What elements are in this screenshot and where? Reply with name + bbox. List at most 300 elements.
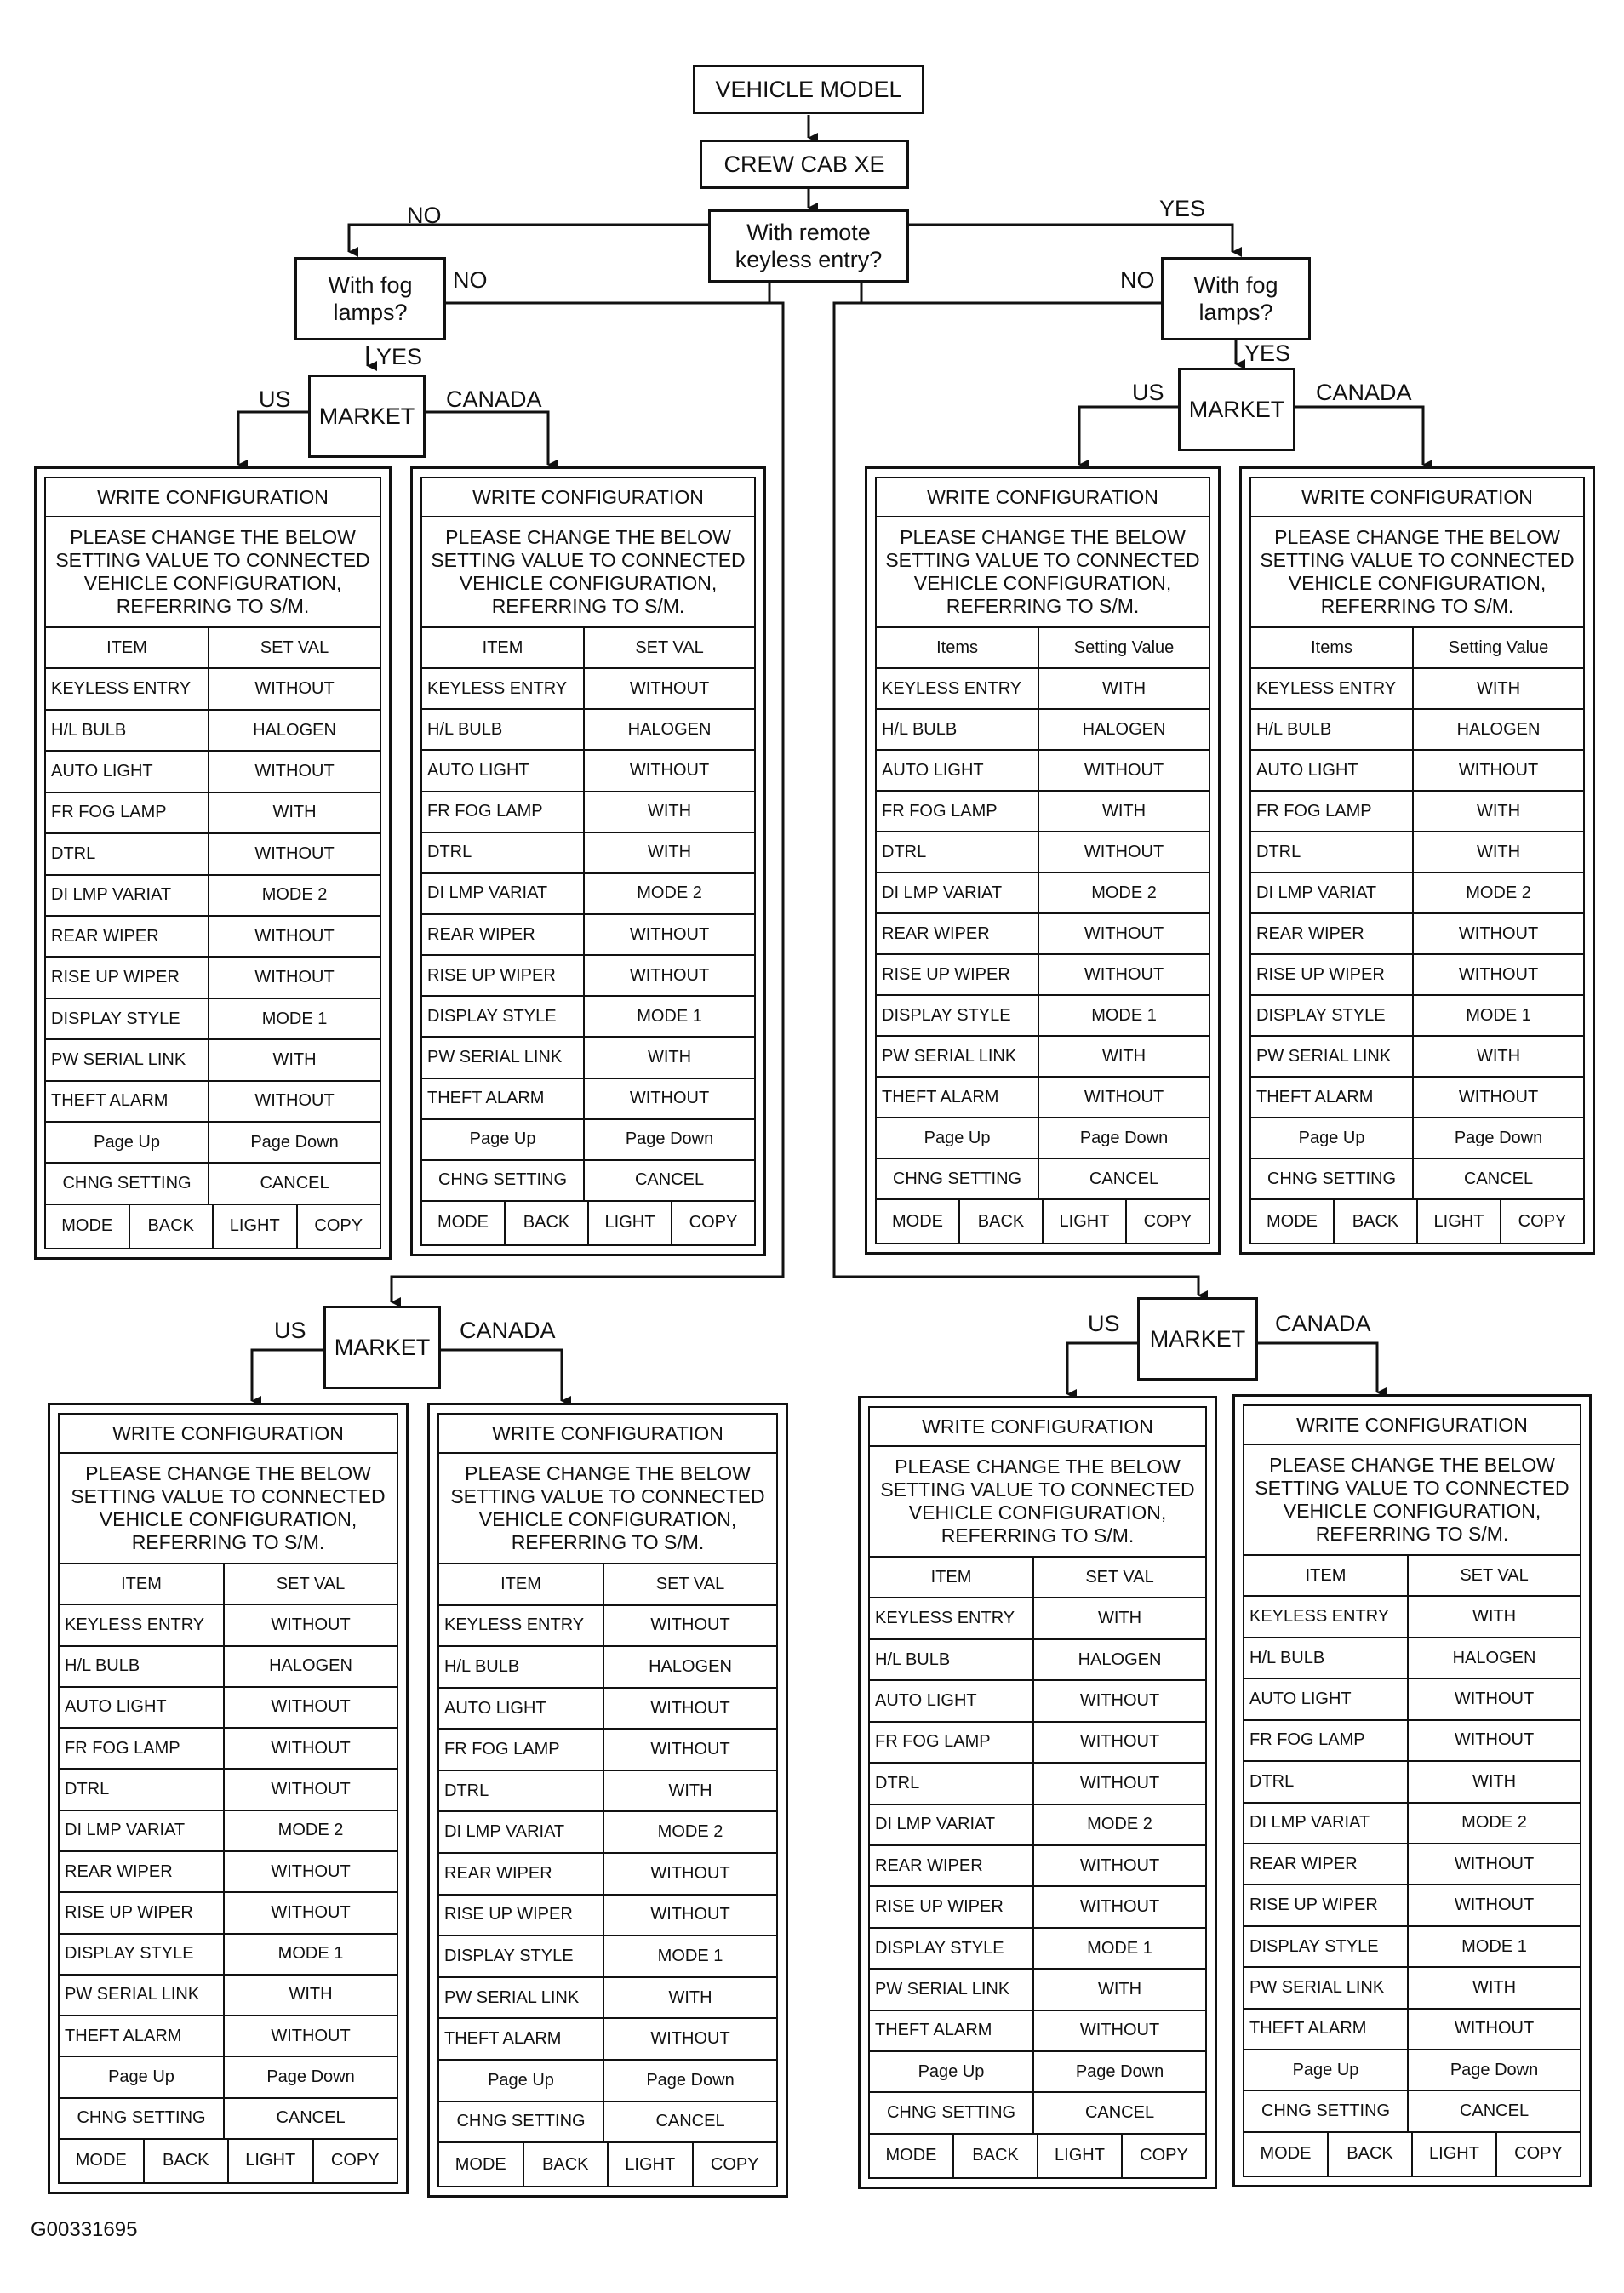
setting-item-name: H/L BULB bbox=[422, 710, 585, 749]
setting-item-name: DTRL bbox=[439, 1771, 604, 1811]
panel-frame bbox=[1243, 1404, 1581, 2177]
setting-item-name: H/L BULB bbox=[439, 1647, 604, 1687]
page-up-button[interactable]: Page Up bbox=[1251, 1118, 1414, 1158]
setting-row[interactable] bbox=[1251, 792, 1583, 832]
setting-row[interactable] bbox=[439, 1771, 776, 1813]
setting-item-name: DI LMP VARIAT bbox=[1244, 1804, 1409, 1843]
panel-message bbox=[870, 1447, 1205, 1558]
setting-row[interactable] bbox=[46, 1040, 380, 1081]
page-down-button[interactable]: Page Down bbox=[1450, 2060, 1539, 2079]
setting-value: WITHOUT bbox=[629, 760, 710, 780]
panel-message-line: VEHICLE CONFIGURATION, bbox=[913, 572, 1172, 594]
setting-item-name: KEYLESS ENTRY bbox=[46, 669, 209, 708]
setting-row[interactable] bbox=[46, 669, 380, 710]
light-button[interactable]: LIGHT bbox=[1044, 1200, 1127, 1243]
setting-item-name: THEFT ALARM bbox=[60, 2016, 225, 2056]
setting-row[interactable] bbox=[877, 1078, 1209, 1118]
setting-value: WITHOUT bbox=[1454, 1689, 1535, 1708]
setting-value: WITHOUT bbox=[1454, 1896, 1535, 1915]
setting-value: WITHOUT bbox=[629, 1089, 710, 1108]
panel-message-line: VEHICLE CONFIGURATION, bbox=[1288, 572, 1547, 594]
mode-button[interactable]: MODE bbox=[1251, 1200, 1335, 1243]
setting-value: MODE 2 bbox=[1461, 1813, 1527, 1833]
write-configuration-panel-5 bbox=[48, 1403, 409, 2194]
setting-row[interactable] bbox=[1244, 1885, 1580, 1926]
setting-value: WITHOUT bbox=[1454, 1854, 1535, 1873]
left-fog-yes-label: YES bbox=[376, 344, 423, 369]
setting-item-name: KEYLESS ENTRY bbox=[870, 1598, 1034, 1638]
value-column-header: SET VAL bbox=[1460, 1565, 1529, 1585]
setting-row[interactable] bbox=[1251, 832, 1583, 873]
back-button[interactable]: BACK bbox=[1335, 1200, 1418, 1243]
setting-value: MODE 1 bbox=[277, 1944, 344, 1964]
setting-value: WITHOUT bbox=[271, 1780, 351, 1799]
panel-title: WRITE CONFIGURATION bbox=[422, 478, 754, 517]
setting-row[interactable] bbox=[439, 1896, 776, 1937]
left-fog-question-line2: lamps? bbox=[333, 300, 408, 325]
change-setting-button[interactable]: CHNG SETTING bbox=[1251, 1159, 1414, 1198]
setting-item-name: DISPLAY STYLE bbox=[1251, 996, 1414, 1035]
panel-message bbox=[60, 1454, 397, 1564]
right-market-label: MARKET bbox=[1188, 396, 1285, 422]
left-market-box bbox=[308, 375, 426, 458]
cancel-button[interactable]: CANCEL bbox=[1463, 1169, 1534, 1188]
setting-value: WITH bbox=[1477, 842, 1521, 861]
setting-item-name: RISE UP WIPER bbox=[422, 956, 585, 995]
page-up-button[interactable]: Page Up bbox=[60, 2057, 225, 2096]
panel-message-line: PLEASE CHANGE THE BELOW bbox=[895, 1455, 1181, 1478]
setting-item-name: H/L BULB bbox=[870, 1640, 1034, 1679]
setting-row[interactable] bbox=[422, 997, 754, 1038]
setting-row[interactable] bbox=[1244, 1844, 1580, 1885]
lower-right-market-label: MARKET bbox=[1149, 1325, 1246, 1352]
panel-message-line: PLEASE CHANGE THE BELOW bbox=[1274, 526, 1560, 548]
cancel-button[interactable]: CANCEL bbox=[655, 2112, 725, 2131]
panel-header-row bbox=[1244, 1556, 1580, 1597]
left-market-canada-label: CANADA bbox=[446, 386, 542, 412]
setting-row[interactable] bbox=[60, 1647, 397, 1688]
setting-row[interactable] bbox=[877, 914, 1209, 955]
action-row bbox=[1244, 2091, 1580, 2132]
change-setting-button[interactable]: CHNG SETTING bbox=[422, 1161, 585, 1200]
setting-row[interactable] bbox=[1251, 1037, 1583, 1078]
setting-row[interactable] bbox=[1244, 1968, 1580, 2009]
setting-row[interactable] bbox=[422, 956, 754, 997]
cancel-button[interactable]: CANCEL bbox=[260, 1174, 329, 1193]
function-button-row bbox=[439, 2143, 776, 2186]
light-button[interactable]: LIGHT bbox=[609, 2143, 694, 2186]
setting-value: WITHOUT bbox=[271, 1902, 351, 1922]
panel-frame bbox=[875, 477, 1210, 1244]
setting-row[interactable] bbox=[870, 1846, 1205, 1887]
figure-id: G00331695 bbox=[31, 2218, 138, 2241]
setting-value: WITHOUT bbox=[650, 2029, 730, 2049]
paging-row bbox=[60, 2057, 397, 2098]
right-fog-yes-label: YES bbox=[1244, 340, 1291, 366]
setting-row[interactable] bbox=[1244, 1679, 1580, 1720]
light-button[interactable]: LIGHT bbox=[229, 2140, 314, 2182]
panel-header-row bbox=[60, 1564, 397, 1605]
setting-row[interactable] bbox=[870, 1681, 1205, 1722]
setting-value: MODE 1 bbox=[657, 1946, 723, 1965]
setting-row[interactable] bbox=[422, 833, 754, 874]
setting-item-name: FR FOG LAMP bbox=[422, 792, 585, 832]
panel-header-row bbox=[422, 628, 754, 669]
change-setting-button[interactable]: CHNG SETTING bbox=[877, 1159, 1039, 1198]
setting-value: WITH bbox=[1097, 1609, 1142, 1628]
back-button[interactable]: BACK bbox=[1329, 2133, 1413, 2176]
action-row bbox=[1251, 1159, 1583, 1200]
setting-row[interactable] bbox=[422, 1079, 754, 1120]
copy-button[interactable]: COPY bbox=[1518, 1211, 1567, 1231]
mode-button[interactable]: MODE bbox=[60, 2140, 145, 2182]
function-button-row bbox=[60, 2140, 397, 2182]
setting-row[interactable] bbox=[1251, 914, 1583, 955]
setting-value: HALOGEN bbox=[269, 1656, 352, 1676]
setting-value: WITHOUT bbox=[650, 1698, 730, 1718]
setting-row[interactable] bbox=[877, 996, 1209, 1037]
setting-value: MODE 2 bbox=[1466, 883, 1531, 902]
back-button[interactable]: BACK bbox=[524, 2143, 609, 2186]
back-button[interactable]: BACK bbox=[145, 2140, 230, 2182]
setting-row[interactable] bbox=[439, 1730, 776, 1771]
setting-row[interactable] bbox=[46, 793, 380, 834]
setting-item-name: DTRL bbox=[1251, 832, 1414, 872]
change-setting-button[interactable]: CHNG SETTING bbox=[870, 2093, 1034, 2132]
panel-message bbox=[1251, 517, 1583, 628]
setting-row[interactable] bbox=[1251, 710, 1583, 751]
panel-title: WRITE CONFIGURATION bbox=[1251, 478, 1583, 517]
setting-value: WITHOUT bbox=[1458, 923, 1539, 943]
setting-row[interactable] bbox=[1244, 1597, 1580, 1638]
mode-button[interactable]: MODE bbox=[439, 2143, 524, 2186]
page-up-button[interactable]: Page Up bbox=[877, 1118, 1039, 1158]
keyless-decision-box bbox=[708, 209, 909, 283]
panel-header-row bbox=[46, 628, 380, 669]
setting-row[interactable] bbox=[870, 1929, 1205, 1970]
setting-row[interactable] bbox=[46, 752, 380, 792]
panel-title: WRITE CONFIGURATION bbox=[46, 478, 380, 517]
setting-row[interactable] bbox=[60, 1893, 397, 1934]
paging-row bbox=[46, 1123, 380, 1164]
panel-frame bbox=[44, 477, 381, 1249]
setting-item-name: AUTO LIGHT bbox=[46, 752, 209, 791]
setting-value: HALOGEN bbox=[649, 1656, 732, 1676]
mode-button[interactable]: MODE bbox=[46, 1205, 130, 1248]
setting-row[interactable] bbox=[1244, 1927, 1580, 1968]
panel-frame bbox=[1249, 477, 1585, 1244]
setting-row[interactable] bbox=[439, 1689, 776, 1730]
paging-row bbox=[870, 2052, 1205, 2093]
setting-value: MODE 1 bbox=[1087, 1938, 1152, 1958]
page-up-button[interactable]: Page Up bbox=[422, 1120, 585, 1159]
setting-value: WITH bbox=[1477, 801, 1521, 821]
setting-row[interactable] bbox=[1244, 2010, 1580, 2050]
keyless-no-label: NO bbox=[407, 203, 442, 228]
page-down-button[interactable]: Page Down bbox=[250, 1132, 339, 1152]
setting-value: WITHOUT bbox=[1458, 760, 1539, 780]
item-column-header: Items bbox=[877, 628, 1039, 667]
setting-item-name: DISPLAY STYLE bbox=[877, 996, 1039, 1035]
copy-button[interactable]: COPY bbox=[710, 2154, 759, 2174]
setting-row[interactable] bbox=[439, 1812, 776, 1854]
change-setting-button[interactable]: CHNG SETTING bbox=[439, 2102, 604, 2142]
setting-row[interactable] bbox=[877, 955, 1209, 996]
copy-button[interactable]: COPY bbox=[1143, 1211, 1192, 1231]
panel-message-line: REFERRING TO S/M. bbox=[511, 1531, 705, 1553]
setting-item-name: AUTO LIGHT bbox=[422, 751, 585, 790]
setting-row[interactable] bbox=[46, 999, 380, 1040]
panel-message-line: SETTING VALUE TO CONNECTED bbox=[885, 549, 1200, 571]
setting-item-name: FR FOG LAMP bbox=[46, 793, 209, 832]
setting-value: WITH bbox=[1472, 1771, 1517, 1791]
setting-item-name: H/L BULB bbox=[60, 1647, 225, 1686]
page-down-button[interactable]: Page Down bbox=[1454, 1128, 1543, 1147]
panel-header-row bbox=[870, 1558, 1205, 1598]
setting-row[interactable] bbox=[422, 792, 754, 833]
cancel-button[interactable]: CANCEL bbox=[276, 2108, 346, 2128]
page-up-button[interactable]: Page Up bbox=[439, 2061, 604, 2101]
setting-row[interactable] bbox=[439, 1936, 776, 1978]
setting-row[interactable] bbox=[1251, 751, 1583, 792]
panel-message-line: VEHICLE CONFIGURATION, bbox=[99, 1508, 357, 1530]
setting-row[interactable] bbox=[1244, 1762, 1580, 1803]
setting-item-name: AUTO LIGHT bbox=[60, 1688, 225, 1727]
setting-row[interactable] bbox=[877, 873, 1209, 914]
value-column-header: SET VAL bbox=[1085, 1567, 1154, 1587]
value-column-header: SET VAL bbox=[260, 638, 329, 657]
setting-item-name: THEFT ALARM bbox=[1244, 2010, 1409, 2049]
back-button[interactable]: BACK bbox=[506, 1202, 589, 1244]
setting-row[interactable] bbox=[46, 1082, 380, 1123]
panel-message-line: VEHICLE CONFIGURATION, bbox=[478, 1508, 737, 1530]
cancel-button[interactable]: CANCEL bbox=[1089, 1169, 1159, 1188]
light-button[interactable]: LIGHT bbox=[214, 1205, 298, 1248]
copy-button[interactable]: COPY bbox=[1514, 2144, 1563, 2164]
setting-row[interactable] bbox=[870, 1598, 1205, 1639]
setting-row[interactable] bbox=[1251, 996, 1583, 1037]
setting-row[interactable] bbox=[870, 1640, 1205, 1681]
setting-row[interactable] bbox=[60, 1770, 397, 1810]
setting-row[interactable] bbox=[439, 1978, 776, 2020]
setting-item-name: DISPLAY STYLE bbox=[60, 1935, 225, 1974]
setting-item-name: DISPLAY STYLE bbox=[1244, 1927, 1409, 1966]
change-setting-button[interactable]: CHNG SETTING bbox=[1244, 2091, 1409, 2130]
setting-row[interactable] bbox=[422, 751, 754, 792]
setting-row[interactable] bbox=[877, 669, 1209, 710]
setting-item-name: DI LMP VARIAT bbox=[870, 1805, 1034, 1844]
setting-row[interactable] bbox=[60, 1688, 397, 1729]
panel-message bbox=[439, 1454, 776, 1564]
setting-item-name: DI LMP VARIAT bbox=[1251, 873, 1414, 912]
change-setting-button[interactable]: CHNG SETTING bbox=[46, 1164, 209, 1203]
page-up-button[interactable]: Page Up bbox=[870, 2052, 1034, 2091]
setting-row[interactable] bbox=[877, 832, 1209, 873]
panel-header-row bbox=[1251, 628, 1583, 669]
setting-item-name: REAR WIPER bbox=[870, 1846, 1034, 1885]
setting-value: WITH bbox=[648, 802, 692, 821]
page-down-button[interactable]: Page Down bbox=[1075, 2061, 1164, 2081]
mode-button[interactable]: MODE bbox=[877, 1200, 960, 1243]
copy-button[interactable]: COPY bbox=[1140, 2146, 1188, 2165]
setting-item-name: KEYLESS ENTRY bbox=[1251, 669, 1414, 708]
setting-value: WITHOUT bbox=[254, 761, 335, 781]
left-fog-decision-box bbox=[294, 257, 446, 340]
function-button-row bbox=[422, 1202, 754, 1244]
setting-row[interactable] bbox=[870, 2011, 1205, 2052]
setting-item-name: AUTO LIGHT bbox=[877, 751, 1039, 790]
right-fog-decision-box bbox=[1161, 257, 1311, 340]
paging-row bbox=[1244, 2050, 1580, 2091]
setting-row[interactable] bbox=[60, 1935, 397, 1976]
copy-button[interactable]: COPY bbox=[330, 2151, 380, 2170]
setting-item-name: DI LMP VARIAT bbox=[877, 873, 1039, 912]
panel-message-line: REFERRING TO S/M. bbox=[1315, 1523, 1509, 1545]
setting-value: WITHOUT bbox=[1458, 1087, 1539, 1106]
action-row bbox=[439, 2102, 776, 2144]
back-button[interactable]: BACK bbox=[960, 1200, 1044, 1243]
setting-row[interactable] bbox=[1251, 669, 1583, 710]
setting-value: WITHOUT bbox=[254, 926, 335, 946]
setting-value: WITHOUT bbox=[1084, 760, 1164, 780]
setting-row[interactable] bbox=[439, 1647, 776, 1689]
page-down-button[interactable]: Page Down bbox=[1079, 1128, 1169, 1147]
setting-row[interactable] bbox=[422, 915, 754, 956]
action-row bbox=[60, 2099, 397, 2140]
write-configuration-panel-8 bbox=[1232, 1394, 1592, 2187]
setting-row[interactable] bbox=[60, 1605, 397, 1646]
cancel-button[interactable]: CANCEL bbox=[634, 1170, 705, 1190]
light-button[interactable]: LIGHT bbox=[589, 1202, 672, 1244]
setting-row[interactable] bbox=[60, 1976, 397, 2016]
setting-row[interactable] bbox=[60, 1852, 397, 1893]
page-down-button[interactable]: Page Down bbox=[266, 2067, 355, 2087]
page-down-button[interactable]: Page Down bbox=[625, 1129, 714, 1149]
action-row bbox=[422, 1161, 754, 1202]
light-button[interactable]: LIGHT bbox=[1038, 2135, 1123, 2177]
function-button-row bbox=[46, 1205, 380, 1248]
panel-frame bbox=[437, 1413, 778, 2187]
setting-value: HALOGEN bbox=[253, 720, 336, 740]
setting-value: WITHOUT bbox=[629, 924, 710, 944]
setting-row[interactable] bbox=[439, 1854, 776, 1896]
light-button[interactable]: LIGHT bbox=[1418, 1200, 1501, 1243]
setting-row[interactable] bbox=[422, 874, 754, 915]
mode-button[interactable]: MODE bbox=[870, 2135, 954, 2177]
setting-value: WITH bbox=[272, 1049, 317, 1069]
panel-header-row bbox=[439, 1564, 776, 1606]
panel-message-line: PLEASE CHANGE THE BELOW bbox=[70, 526, 356, 548]
write-configuration-panel-1 bbox=[34, 466, 392, 1260]
setting-value: MODE 1 bbox=[1466, 1005, 1531, 1025]
page-up-button[interactable]: Page Up bbox=[46, 1123, 209, 1162]
panel-title: WRITE CONFIGURATION bbox=[439, 1415, 776, 1454]
setting-row[interactable] bbox=[46, 711, 380, 752]
setting-value: WITHOUT bbox=[271, 2026, 351, 2045]
back-button[interactable]: BACK bbox=[130, 1205, 214, 1248]
keyless-yes-label: YES bbox=[1159, 196, 1206, 221]
setting-item-name: RISE UP WIPER bbox=[439, 1896, 604, 1936]
setting-row[interactable] bbox=[877, 710, 1209, 751]
change-setting-button[interactable]: CHNG SETTING bbox=[60, 2099, 225, 2138]
panel-title: WRITE CONFIGURATION bbox=[1244, 1406, 1580, 1445]
setting-row[interactable] bbox=[1244, 1638, 1580, 1679]
setting-row[interactable] bbox=[877, 1037, 1209, 1078]
setting-row[interactable] bbox=[870, 1805, 1205, 1846]
setting-value: WITH bbox=[668, 1781, 712, 1800]
setting-row[interactable] bbox=[1244, 1804, 1580, 1844]
setting-row[interactable] bbox=[1251, 1078, 1583, 1118]
setting-value: WITH bbox=[1102, 678, 1147, 698]
setting-row[interactable] bbox=[877, 792, 1209, 832]
page-down-button[interactable]: Page Down bbox=[646, 2070, 735, 2090]
cancel-button[interactable]: CANCEL bbox=[1459, 2101, 1530, 2121]
setting-row[interactable] bbox=[870, 1723, 1205, 1764]
setting-row[interactable] bbox=[46, 834, 380, 875]
setting-row[interactable] bbox=[60, 1811, 397, 1852]
setting-row[interactable] bbox=[1251, 873, 1583, 914]
panel-message-line: VEHICLE CONFIGURATION, bbox=[459, 572, 718, 594]
cancel-button[interactable]: CANCEL bbox=[1084, 2103, 1155, 2123]
back-button[interactable]: BACK bbox=[954, 2135, 1038, 2177]
copy-button[interactable]: COPY bbox=[314, 1216, 363, 1236]
setting-row[interactable] bbox=[60, 1729, 397, 1770]
function-button-row bbox=[870, 2135, 1205, 2177]
mode-button[interactable]: MODE bbox=[1244, 2133, 1329, 2176]
setting-item-name: REAR WIPER bbox=[1244, 1844, 1409, 1884]
setting-row[interactable] bbox=[422, 1038, 754, 1078]
page-up-button[interactable]: Page Up bbox=[1244, 2050, 1409, 2090]
setting-value: MODE 1 bbox=[1461, 1936, 1527, 1956]
right-market-us-label: US bbox=[1132, 380, 1164, 405]
function-button-row bbox=[1244, 2133, 1580, 2176]
setting-row[interactable] bbox=[1251, 955, 1583, 996]
setting-item-name: PW SERIAL LINK bbox=[1251, 1037, 1414, 1076]
left-fog-no-label: NO bbox=[453, 267, 488, 293]
mode-button[interactable]: MODE bbox=[422, 1202, 506, 1244]
setting-item-name: PW SERIAL LINK bbox=[422, 1038, 585, 1077]
setting-row[interactable] bbox=[46, 876, 380, 917]
setting-item-name: DI LMP VARIAT bbox=[422, 874, 585, 913]
setting-row[interactable] bbox=[870, 1887, 1205, 1928]
setting-row[interactable] bbox=[439, 2019, 776, 2061]
setting-row[interactable] bbox=[422, 710, 754, 751]
panel-title: WRITE CONFIGURATION bbox=[60, 1415, 397, 1454]
setting-row[interactable] bbox=[60, 2016, 397, 2057]
vehicle-model-label: VEHICLE MODEL bbox=[715, 76, 902, 102]
setting-row[interactable] bbox=[439, 1606, 776, 1648]
setting-item-name: RISE UP WIPER bbox=[870, 1887, 1034, 1926]
setting-row[interactable] bbox=[422, 669, 754, 710]
setting-value: WITH bbox=[648, 1047, 692, 1066]
panel-message bbox=[46, 517, 380, 628]
setting-item-name: REAR WIPER bbox=[439, 1854, 604, 1894]
setting-row[interactable] bbox=[870, 1764, 1205, 1804]
setting-row[interactable] bbox=[877, 751, 1209, 792]
panel-message-line: SETTING VALUE TO CONNECTED bbox=[71, 1485, 386, 1507]
light-button[interactable]: LIGHT bbox=[1413, 2133, 1497, 2176]
setting-row[interactable] bbox=[1244, 1721, 1580, 1762]
item-column-header: ITEM bbox=[422, 628, 585, 667]
setting-row[interactable] bbox=[46, 917, 380, 958]
function-button-row bbox=[1251, 1200, 1583, 1243]
setting-row[interactable] bbox=[46, 958, 380, 998]
setting-item-name: DTRL bbox=[46, 834, 209, 873]
copy-button[interactable]: COPY bbox=[689, 1213, 738, 1232]
setting-row[interactable] bbox=[870, 1970, 1205, 2010]
setting-value: WITH bbox=[1477, 678, 1521, 698]
panel-message-line: REFERRING TO S/M. bbox=[131, 1531, 325, 1553]
